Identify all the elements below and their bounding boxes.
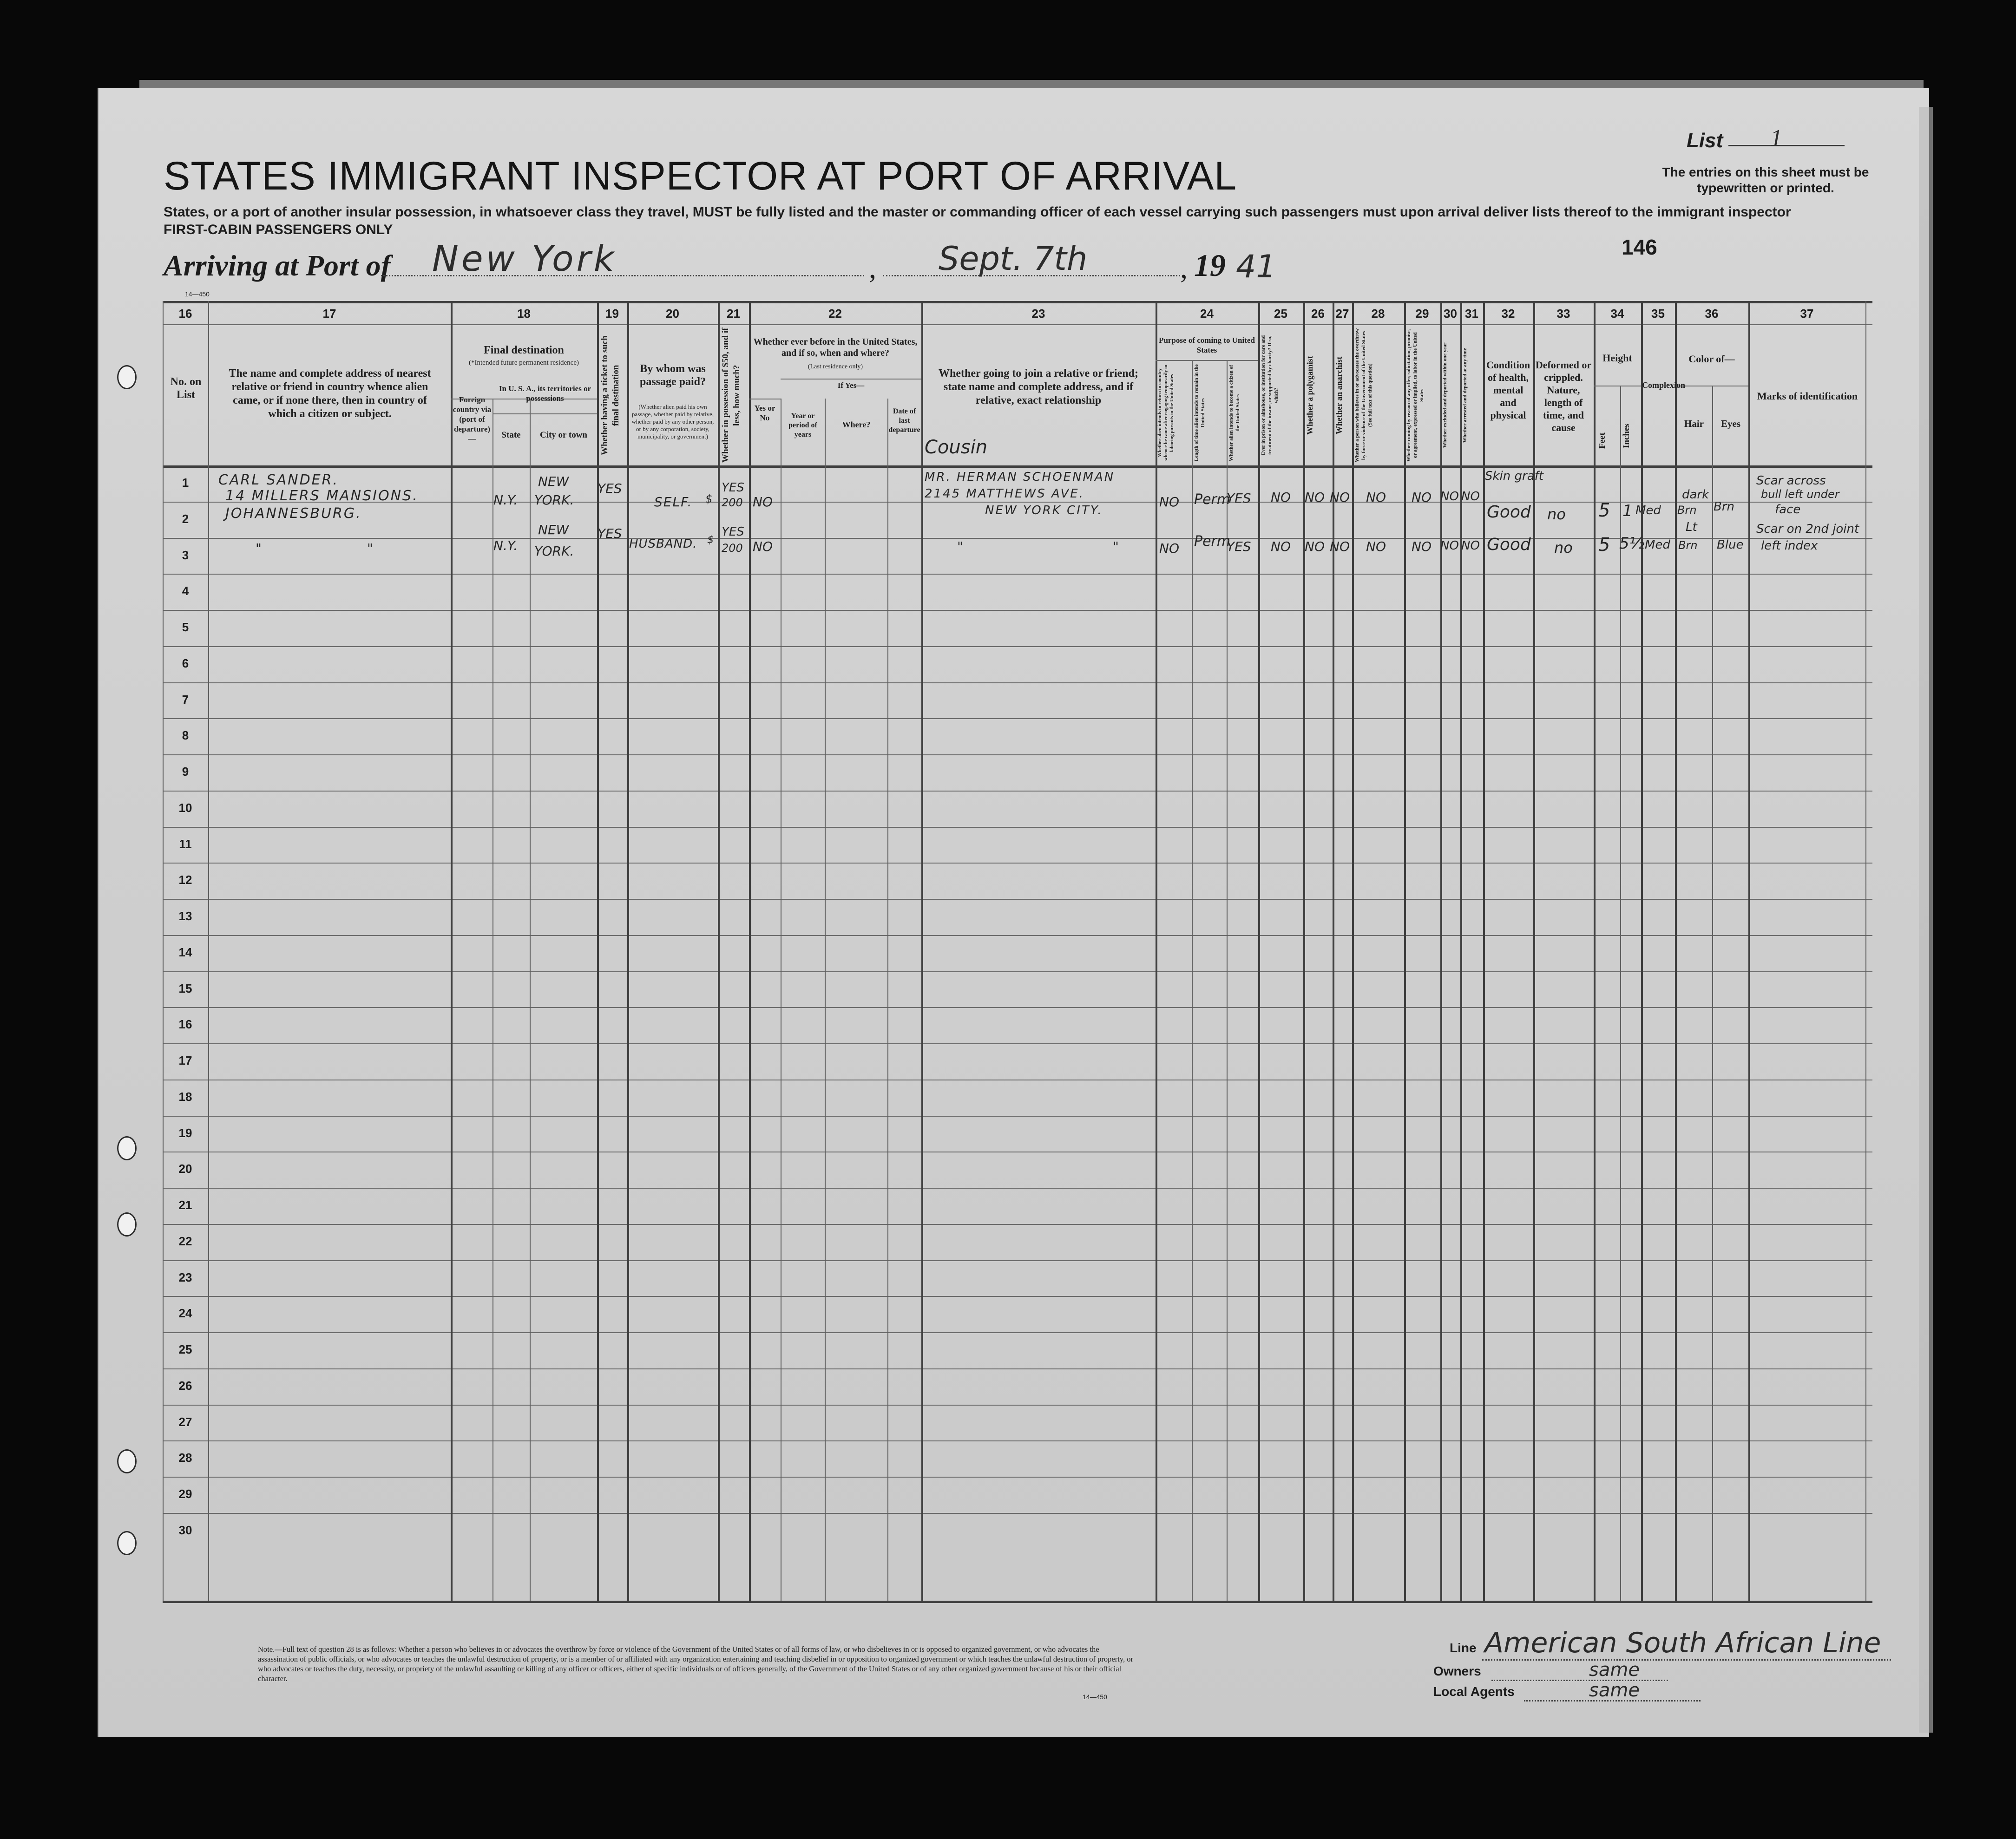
header-purpose-length: Length of time alien intends to remain in the United States	[1194, 364, 1206, 462]
row-number: 29	[178, 1487, 192, 1501]
col-border	[1533, 301, 1535, 1601]
entry-2-hair: Brn	[1678, 539, 1698, 552]
col-border	[208, 301, 209, 1601]
entry-1-ticket: YES	[598, 481, 622, 496]
col-border	[825, 399, 826, 1601]
local-agents-label: Local Agents	[1433, 1684, 1515, 1699]
col-border	[1258, 301, 1260, 1601]
entry-1-city-2: YORK.	[534, 492, 574, 508]
entry-2-marks-2: left index	[1761, 539, 1818, 553]
row-line	[163, 1332, 1872, 1333]
list-number: 1	[1770, 125, 1782, 151]
row-line	[163, 646, 1872, 647]
row-line	[163, 899, 1872, 900]
row-number: 23	[178, 1270, 192, 1284]
header-foreign-country: Foreign country via (port of departure)—	[453, 395, 492, 443]
entry-1-hair-note: dark	[1682, 488, 1709, 502]
row-number: 15	[178, 982, 192, 995]
col-border	[1483, 301, 1485, 1601]
column-number: 37	[1800, 307, 1814, 321]
subheader-rule	[493, 413, 597, 414]
entry-1-inches: 1	[1622, 502, 1633, 520]
header-eyes: Eyes	[1721, 418, 1740, 429]
entry-1-deformed: no	[1547, 505, 1566, 523]
column-number: 19	[605, 307, 619, 321]
entry-1-polygamist: NO	[1305, 490, 1325, 505]
entry-1-join-name: MR. HERMAN SCHOENMAN	[925, 470, 1115, 484]
column-number: 29	[1415, 307, 1429, 321]
entry-2-labor: NO	[1412, 539, 1432, 554]
first-cabin-label: FIRST-CABIN PASSENGERS ONLY	[164, 222, 393, 237]
row-line	[163, 1368, 1872, 1369]
row-number: 12	[178, 873, 192, 887]
entry-1-feet: 5	[1598, 500, 1610, 521]
row-number: 21	[178, 1198, 192, 1212]
header-join-relative: Whether going to join a relative or friend; state name and complete address, and if relative, exact relationship	[939, 367, 1138, 406]
header-marks: Marks of identification	[1757, 390, 1858, 402]
entry-2-excluded: NO	[1440, 539, 1459, 553]
column-number: 31	[1465, 307, 1478, 321]
entry-1-health: Good	[1487, 503, 1531, 522]
entry-2-citizen: YES	[1227, 539, 1251, 554]
entry-1-health-note: Skin graft	[1485, 469, 1544, 483]
entry-2-health: Good	[1487, 535, 1531, 554]
col-border	[1865, 301, 1866, 1601]
row-number: 25	[178, 1342, 192, 1356]
line-rule	[1482, 1659, 1891, 1661]
form-title: STATES IMMIGRANT INSPECTOR AT PORT OF ARRIVAL	[164, 154, 1237, 198]
entry-2-paid-by: HUSBAND.	[629, 537, 697, 551]
col-border	[1641, 301, 1643, 1601]
list-label: List	[1687, 129, 1723, 152]
col-border	[1748, 301, 1750, 1601]
header-where: Where?	[842, 420, 871, 429]
row-line	[163, 754, 1872, 755]
arriving-label: Arriving at Port of	[164, 249, 391, 282]
row-number: 22	[178, 1234, 192, 1248]
entry-2-length: Perm	[1194, 533, 1231, 550]
row-number: 1	[182, 476, 189, 490]
row-line	[163, 1260, 1872, 1261]
entry-1-join-address: 2145 MATTHEWS AVE.	[925, 487, 1084, 501]
row-line	[163, 1513, 1872, 1514]
row-number: 13	[178, 909, 192, 923]
header-purpose-citizen: Whether alien intends to become a citizen of the United States	[1228, 365, 1241, 461]
entry-2-deformed: no	[1554, 539, 1573, 556]
entry-1-money-mark: $	[705, 492, 713, 505]
header-if-yes: If Yes—	[837, 381, 865, 390]
owners: same	[1589, 1659, 1640, 1681]
header-bottom-border	[163, 465, 1872, 468]
header-color-of: Color of—	[1688, 353, 1735, 365]
column-number: 33	[1556, 307, 1570, 321]
list-line	[1728, 145, 1845, 146]
column-number: 16	[178, 307, 192, 321]
row-number: 10	[178, 801, 192, 815]
column-number: 21	[727, 307, 740, 321]
punch-hole	[117, 1531, 137, 1555]
manifest-sheet	[98, 88, 1929, 1737]
entry-2-money-yes: YES	[722, 525, 744, 539]
col-border	[1192, 360, 1193, 1601]
header-passage-paid-note: (Whether alien paid his own passage, whether paid by relative, whether paid by any other person, or by any corporation, society, municipality, or government)	[631, 403, 714, 440]
entry-1-relative-address: 14 MILLERS MANSIONS.	[225, 488, 419, 504]
arrival-year: 41	[1236, 249, 1276, 285]
form-number-bottom: 14—450	[1083, 1693, 1107, 1701]
row-number: 14	[178, 945, 192, 959]
row-line	[163, 574, 1872, 575]
col-border	[887, 399, 888, 1601]
port-of-arrival: New York	[432, 238, 617, 279]
entry-2-arrested: NO	[1461, 539, 1480, 553]
header-before-in-us: Whether ever before in the United States, and if so, when and where?	[753, 337, 918, 358]
row-number: 4	[182, 584, 189, 598]
table-border-top	[163, 301, 1872, 303]
col-border	[1352, 301, 1354, 1601]
row-line	[163, 718, 1872, 719]
column-number: 25	[1274, 307, 1287, 321]
entry-1-citizen: YES	[1227, 491, 1251, 506]
comma: ,	[869, 251, 876, 284]
column-number: 24	[1200, 307, 1214, 321]
entry-2-marks: Scar on 2nd joint	[1756, 522, 1859, 536]
row-line	[163, 863, 1872, 864]
col-border	[1594, 301, 1596, 1601]
header-arrested: Whether arrested and deported at any time	[1462, 348, 1468, 443]
entry-2-inches: 5½	[1619, 534, 1645, 553]
entry-1-anarchist: NO	[1330, 490, 1350, 505]
row-line	[163, 1116, 1872, 1117]
sheet-edge-right	[1919, 107, 1933, 1733]
entry-1-prison: NO	[1271, 490, 1291, 505]
header-final-destination: Final destination	[484, 344, 564, 356]
column-number: 36	[1705, 307, 1719, 321]
entry-1-eyes: Brn	[1714, 500, 1735, 514]
header-excluded: Whether excluded and deported within one year	[1442, 342, 1448, 448]
header-passage-paid: By whom was passage paid?	[639, 363, 706, 388]
column-number-divider	[163, 324, 1872, 325]
header-hair: Hair	[1684, 418, 1704, 429]
entry-2-join-ditto: "	[957, 539, 963, 554]
year-prefix: 19	[1194, 248, 1226, 283]
entry-2-eyes: Blue	[1717, 538, 1744, 552]
entry-1-excluded: NO	[1440, 490, 1459, 504]
punch-hole	[117, 1212, 137, 1237]
header-final-destination-note: (*Intended future permanent residence)	[469, 359, 579, 366]
header-in-usa: In U. S. A., its territories or possessions	[499, 384, 591, 403]
header-no-on-list: No. on List	[170, 376, 202, 401]
header-purpose: Purpose of coming to United States	[1159, 336, 1255, 354]
header-complexion: Complexion	[1642, 380, 1686, 390]
punch-hole	[117, 365, 137, 389]
col-border	[530, 399, 531, 1601]
entry-1-length: Perm	[1194, 491, 1231, 508]
entry-1-city: NEW	[538, 474, 569, 489]
entry-2-complexion: Med	[1645, 538, 1670, 552]
owners-label: Owners	[1433, 1664, 1481, 1678]
entry-2-join-ditto-2: "	[1113, 539, 1119, 554]
row-number: 20	[178, 1162, 192, 1176]
header-polygamist: Whether a polygamist	[1305, 356, 1314, 435]
header-year-period: Year or period of years	[788, 412, 817, 438]
punch-hole	[117, 1136, 137, 1160]
row-number: 28	[178, 1451, 192, 1465]
row-number: 26	[178, 1379, 192, 1393]
local-agents: same	[1589, 1680, 1640, 1701]
column-number: 18	[517, 307, 531, 321]
row-number: 11	[179, 837, 192, 851]
header-overthrow: Whether a person who believes in or advocates the overthrow by force or violence of the Government of the United States (See full text of this question)	[1354, 328, 1373, 463]
instructions: States, or a port of another insular possession, in whatsoever class they travel, MUST be fully listed and the master or commanding officer of each vessel carrying such passengers must upon arrival deliver lists thereof to the immigrant inspector	[164, 204, 1791, 220]
row-number: 6	[182, 656, 189, 670]
row-line	[163, 1296, 1872, 1297]
column-number: 22	[828, 307, 842, 321]
row-line	[163, 1440, 1872, 1441]
row-number: 24	[178, 1306, 192, 1320]
entry-2-return: NO	[1159, 541, 1179, 556]
entry-2-polygamist: NO	[1305, 539, 1325, 554]
entry-1-relative-city: JOHANNESBURG.	[225, 505, 362, 522]
entry-1-labor: NO	[1412, 490, 1432, 505]
entry-2-overthrow: NO	[1366, 539, 1386, 554]
row-number: 18	[178, 1090, 192, 1104]
entry-1-relative-name: CARL SANDER.	[218, 472, 339, 488]
col-border	[1712, 386, 1713, 1601]
col-border	[749, 301, 751, 1601]
subheader-rule	[1156, 360, 1258, 361]
row-number: 17	[178, 1054, 192, 1067]
sheet-number: 146	[1622, 235, 1657, 259]
col-border	[1404, 301, 1406, 1601]
comma: ,	[1180, 251, 1188, 284]
header-nearest-relative: The name and complete address of nearest relative or friend in country whence alien came, or if none there, then in country of which a citizen or subject.	[229, 367, 431, 420]
question-28-note: Note.—Full text of question 28 is as follows: Whether a person who believes in or advocates the overthrow by force or violence of the Government of the United States or of all forms of law, or who disbelieves in or is opposed to organized government, or who advocates the assassination of public officials, or who advocates or teaches the unlawful destruction of property, or is a member of or affiliated with any organization entertaining and teaching disbelief in or opposition to organized government or which teaches the unlawful destruction of property, or who advocates or teaches the duty, necessity, or propriety of the unlawful assaulting or killing of any officer or officers, either of specific individuals or of officers generally, of the Government of the United States or of any other organized government because of his or their official character.	[258, 1645, 1133, 1683]
entry-2-city-2: YORK.	[534, 543, 574, 559]
col-border	[1675, 301, 1677, 1601]
header-ticket: Whether having a ticket to such final destination	[600, 335, 621, 455]
header-feet: Feet	[1597, 432, 1607, 449]
subheader-rule	[781, 379, 921, 380]
entry-1-before-in-us: NO	[753, 494, 773, 510]
header-labor-offer: Whether coming by reason of any offer, solicitation, promise, or agreement, expressed or implied, to labor in the United States	[1406, 329, 1425, 462]
header-city: City or town	[539, 430, 588, 440]
column-number: 28	[1371, 307, 1385, 321]
entry-1-marks-2: bull left under	[1761, 488, 1839, 501]
header-yes-no: Yes or No	[754, 404, 775, 422]
row-line	[163, 682, 1872, 683]
column-number: 20	[666, 307, 679, 321]
row-number: 30	[178, 1523, 192, 1537]
row-number: 2	[182, 512, 189, 526]
column-number: 34	[1610, 307, 1624, 321]
entry-2-state: N.Y.	[493, 538, 518, 553]
punch-hole	[117, 1449, 137, 1473]
column-number: 17	[322, 307, 336, 321]
shipping-line: American South African Line	[1484, 1627, 1881, 1659]
col-border	[718, 301, 720, 1601]
header-last-departure: Date of last departure	[888, 407, 920, 434]
entry-2-hair-note: Lt	[1686, 520, 1697, 534]
column-number: 26	[1311, 307, 1325, 321]
form-number-top: 14—450	[185, 290, 210, 298]
row-number: 7	[182, 693, 189, 707]
entry-2-feet: 5	[1598, 534, 1610, 556]
column-number: 35	[1651, 307, 1665, 321]
entry-1-relationship: Cousin	[925, 437, 988, 458]
entry-2-relative-ditto: "	[256, 541, 262, 556]
header-health: Condition of health, mental and physical	[1486, 359, 1530, 421]
row-line	[163, 502, 1872, 503]
header-deformed: Deformed or crippled. Nature, length of time, and cause	[1535, 359, 1592, 433]
entry-2-before-in-us: NO	[753, 539, 773, 554]
column-number: 32	[1501, 307, 1515, 321]
header-height: Height	[1602, 352, 1632, 364]
entry-1-complexion: Med	[1635, 504, 1661, 517]
entry-1-money-yes: YES	[722, 481, 744, 495]
row-number: 27	[178, 1415, 192, 1429]
header-state: State	[501, 430, 521, 440]
row-line	[163, 791, 1872, 792]
entry-1-marks-3: face	[1775, 503, 1801, 517]
row-line	[163, 1188, 1872, 1189]
header-purpose-return: Whether alien intends to return to country whence he came after engaging temporarily in laboring pursuits in the United States	[1157, 365, 1175, 461]
row-line	[163, 935, 1872, 936]
row-number: 19	[178, 1126, 192, 1140]
line-label: Line	[1450, 1641, 1477, 1655]
entry-2-money-amount: 200	[722, 542, 743, 555]
entry-1-paid-by: SELF.	[654, 494, 693, 510]
col-border	[627, 301, 629, 1601]
entry-2-ticket: YES	[598, 526, 622, 541]
entry-1-return: NO	[1159, 494, 1179, 510]
entry-1-state: N.Y.	[493, 492, 518, 508]
owners-rule	[1491, 1680, 1668, 1681]
header-money: Whether in possession of $50, and if less, how much?	[721, 327, 742, 463]
row-line	[163, 827, 1872, 828]
arrival-date: Sept. 7th	[939, 240, 1088, 278]
row-line	[163, 610, 1872, 611]
entry-1-overthrow: NO	[1366, 490, 1386, 505]
entry-1-arrested: NO	[1461, 490, 1480, 504]
column-number: 27	[1335, 307, 1349, 321]
header-inches: Inches	[1622, 424, 1631, 449]
sheet-edge-top	[139, 80, 1924, 89]
entry-2-city: NEW	[538, 522, 569, 537]
column-number: 23	[1031, 307, 1045, 321]
entry-1-money-amount: 200	[722, 496, 743, 509]
row-line	[163, 1405, 1872, 1406]
row-line	[163, 1224, 1872, 1225]
row-line	[163, 1477, 1872, 1478]
entry-2-prison: NO	[1271, 539, 1291, 554]
col-border	[451, 301, 453, 1601]
row-number: 3	[182, 548, 189, 562]
row-line	[163, 971, 1872, 972]
row-line	[163, 1007, 1872, 1008]
column-number: 30	[1444, 307, 1457, 321]
col-border	[1620, 386, 1621, 1601]
col-border	[1156, 301, 1157, 1601]
entry-2-relative-ditto-2: "	[367, 541, 373, 556]
row-number: 9	[182, 765, 189, 779]
header-prison: Ever in prison or almshouse, or institution for care and treatment of the insane, or supported by charity? If so, which?	[1261, 335, 1279, 456]
header-last-residence: (Last residence only)	[808, 363, 863, 370]
row-number: 8	[182, 728, 189, 742]
row-line	[163, 538, 1872, 539]
row-number: 16	[178, 1017, 192, 1031]
entry-2-money-mark: $	[707, 534, 714, 546]
row-line	[163, 1043, 1872, 1044]
col-border	[921, 301, 923, 1601]
typewritten-note: The entries on this sheet must be typewritten or printed.	[1662, 165, 1869, 195]
entry-1-marks: Scar across	[1756, 474, 1826, 488]
entry-2-anarchist: NO	[1330, 539, 1350, 554]
row-number: 5	[182, 620, 189, 634]
entry-1-hair: Brn	[1677, 504, 1697, 517]
header-anarchist: Whether an anarchist	[1334, 356, 1344, 434]
table-border-bottom	[163, 1601, 1872, 1603]
entry-1-join-city: NEW YORK CITY.	[985, 504, 1103, 517]
